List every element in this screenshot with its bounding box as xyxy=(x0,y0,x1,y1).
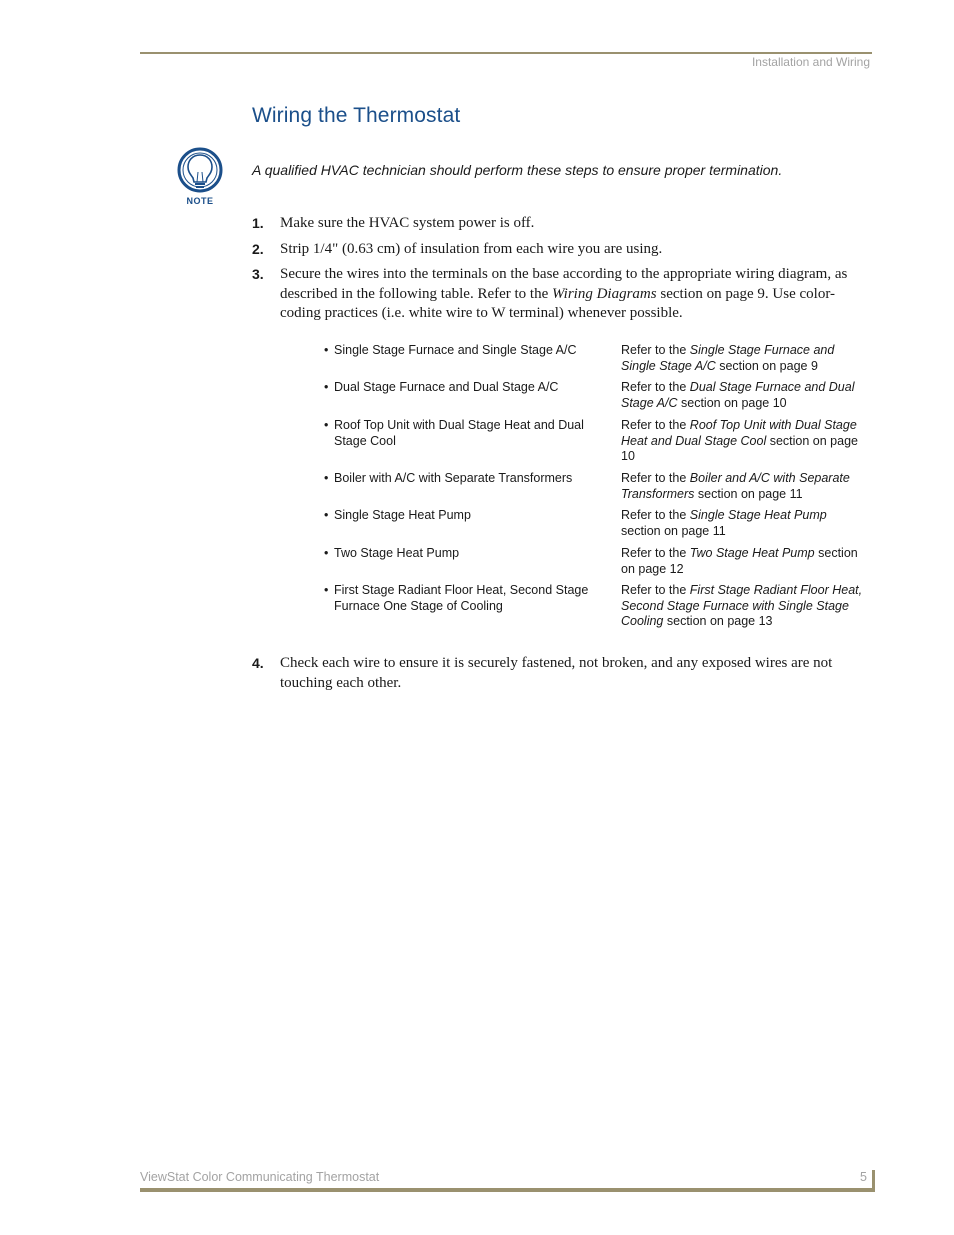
table-row xyxy=(322,508,872,546)
page-number: 5 xyxy=(860,1170,867,1184)
table-row xyxy=(322,471,872,508)
note-icon-label: NOTE xyxy=(186,196,214,206)
system-type: • Single Stage Heat Pump xyxy=(324,508,471,522)
diagram-reference: Refer to the First Stage Radiant Floor Heat, Second Stage Furnace with Single Stage Cooling section on page 13 xyxy=(621,583,863,628)
system-type: • Dual Stage Furnace and Dual Stage A/C xyxy=(324,380,559,394)
step-text: Secure the wires into the terminals on the base according to the appropriate wiring diagram, as described in the following table. Refer to the Wiring Diagrams section on page 9. Use color-coding practices (i.e. white wire to W terminal) whenever possible. xyxy=(280,266,848,321)
diagram-reference: Refer to the Dual Stage Furnace and Dual Stage A/C section on page 10 xyxy=(621,380,855,410)
step-text: Check each wire to ensure it is securely fastened, not broken, and any exposed wires are not touching each other. xyxy=(280,655,833,691)
diagram-reference: Refer to the Single Stage Furnace and Single Stage A/C section on page 9 xyxy=(621,343,835,373)
wiring-reference-table xyxy=(322,343,872,633)
wiring-diagrams-reference: Wiring Diagrams xyxy=(552,285,657,302)
table-row xyxy=(322,343,872,380)
diagram-reference: Refer to the Single Stage Heat Pump section on page 11 xyxy=(621,508,827,538)
step-number: 4. xyxy=(252,655,264,671)
footer-document-title: ViewStat Color Communicating Thermostat xyxy=(140,1170,380,1184)
system-type: • Roof Top Unit with Dual Stage Heat and Dual Stage Cool xyxy=(324,418,584,448)
system-type: • Two Stage Heat Pump xyxy=(324,546,460,560)
page-title: Wiring the Thermostat xyxy=(252,104,461,127)
table-row xyxy=(322,380,872,418)
system-type: • Boiler with A/C with Separate Transformers xyxy=(324,471,573,485)
step-number: 3. xyxy=(252,266,264,282)
diagram-reference: Refer to the Boiler and A/C with Separate Transformers section on page 11 xyxy=(621,471,850,501)
step-number: 2. xyxy=(252,241,264,257)
header-rule xyxy=(140,52,872,54)
diagram-reference: Refer to the Two Stage Heat Pump section on page 12 xyxy=(621,546,858,576)
diagram-reference: Refer to the Roof Top Unit with Dual Stage Heat and Dual Stage Cool section on page 10 xyxy=(621,418,858,463)
system-type: • Single Stage Furnace and Single Stage A/C xyxy=(324,343,577,357)
running-header: Installation and Wiring xyxy=(751,55,870,69)
note-text: A qualified HVAC technician should perform these steps to ensure proper termination. xyxy=(252,162,783,178)
system-type: • First Stage Radiant Floor Heat, Second Stage Furnace One Stage of Cooling xyxy=(324,583,589,613)
table-row xyxy=(322,418,872,471)
footer-rule xyxy=(140,1188,875,1192)
step-text: Make sure the HVAC system power is off. xyxy=(280,215,535,231)
step-text: Strip 1/4" (0.63 cm) of insulation from each wire you are using. xyxy=(280,241,663,257)
table-row xyxy=(322,583,872,633)
step-number: 1. xyxy=(252,215,264,231)
table-row xyxy=(322,546,872,583)
